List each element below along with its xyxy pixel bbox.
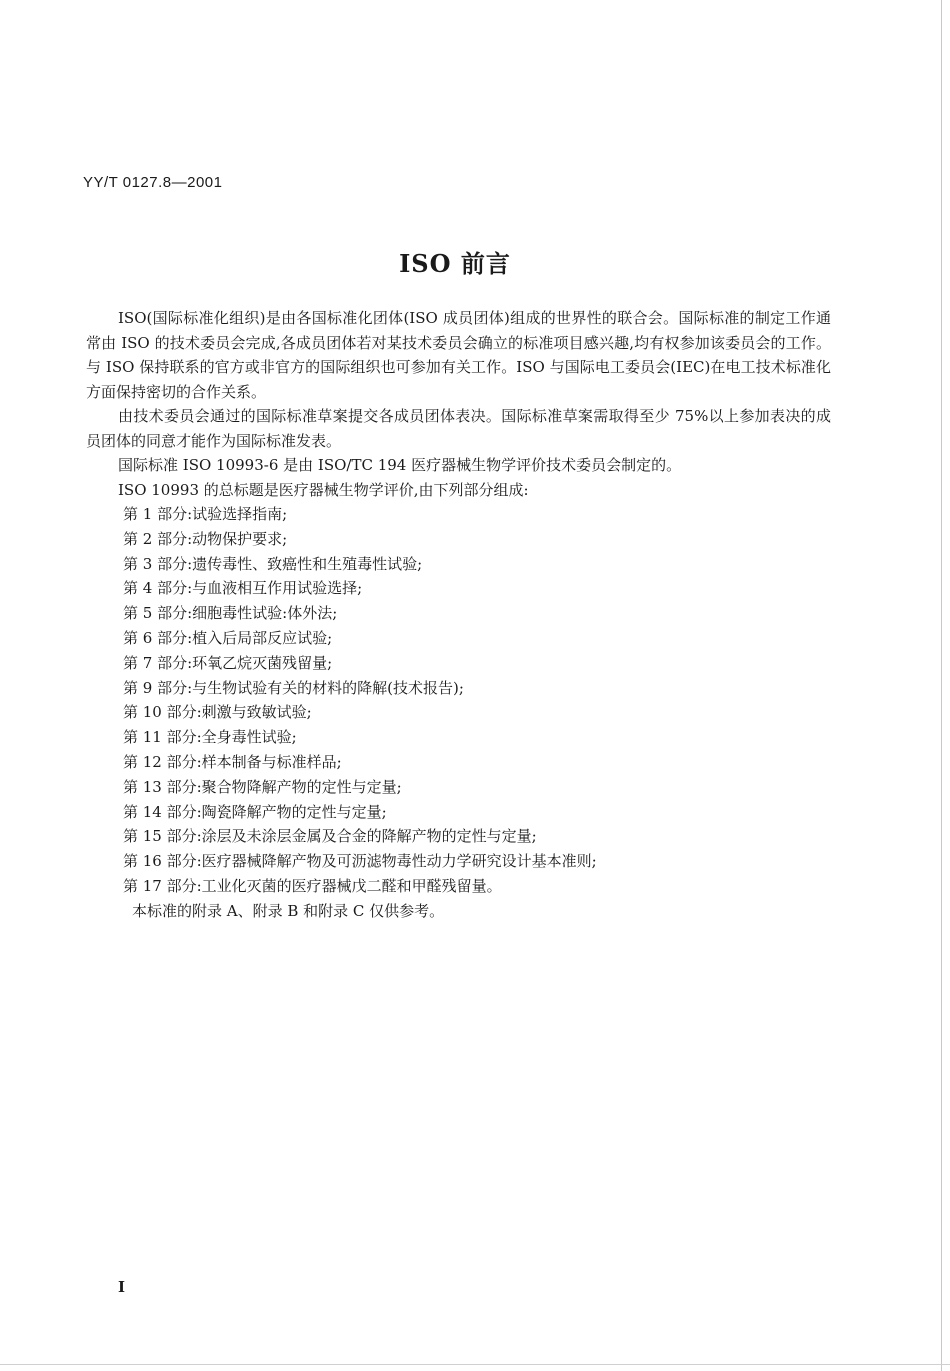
paragraph-tc194: 国际标准 ISO 10993-6 是由 ISO/TC 194 医疗器械生物学评价技术委员会制定的。	[118, 456, 682, 474]
document-body	[86, 306, 831, 923]
list-item: 第 7 部分:环氧乙烷灭菌残留量;	[123, 653, 333, 672]
list-item: 第 6 部分:植入后局部反应试验;	[123, 628, 333, 647]
scan-bottom-line	[0, 1364, 950, 1365]
page-title: ISO 前言	[399, 249, 511, 278]
paragraph-voting: 由技术委员会通过的国际标准草案提交各成员团体表决。国际标准草案需取得至少 75%以上参加表决的成员团体的同意才能作为国际标准发表。	[86, 407, 831, 450]
list-item: 第 16 部分:医疗器械降解产物及可沥滤物毒性动力学研究设计基本准则;	[123, 852, 597, 871]
list-item: 第 2 部分:动物保护要求;	[123, 529, 288, 548]
list-item: 第 15 部分:涂层及未涂层金属及合金的降解产物的定性与定量;	[123, 827, 537, 846]
list-item: 第 10 部分:刺激与致敏试验;	[123, 703, 312, 722]
list-item: 第 3 部分:遗传毒性、致癌性和生殖毒性试验;	[123, 554, 423, 573]
parts-list	[86, 502, 831, 899]
paragraph-series-title: ISO 10993 的总标题是医疗器械生物学评价,由下列部分组成:	[118, 480, 529, 499]
list-item: 第 5 部分:细胞毒性试验:体外法;	[123, 604, 338, 623]
list-item: 第 13 部分:聚合物降解产物的定性与定量;	[123, 777, 402, 796]
list-item: 第 17 部分:工业化灭菌的医疗器械戊二醛和甲醛残留量。	[123, 876, 502, 895]
list-item: 第 11 部分:全身毒性试验;	[123, 728, 297, 747]
list-item: 第 4 部分:与血液相互作用试验选择;	[123, 579, 363, 598]
scan-edge-line	[941, 0, 942, 1371]
appendix-note: 本标准的附录 A、附录 B 和附录 C 仅供参考。	[132, 901, 445, 920]
list-item: 第 12 部分:样本制备与标准样品;	[123, 752, 342, 771]
paragraph-iso-intro: ISO(国际标准化组织)是由各国标准化团体(ISO 成员团体)组成的世界性的联合会。国际标准的制定工作通常由 ISO 的技术委员会完成,各成员团体若对某技术委员会确立的标准项目感兴趣,均有权参加该委员会的工作。与 ISO 保持联系的官方或非官方的国际组织也可参加有关工作。ISO 与国际电工委员会(IEC)在电工技术标准化方面保持密切的合作关系。	[86, 309, 831, 401]
list-item: 第 9 部分:与生物试验有关的材料的降解(技术报告);	[123, 678, 464, 697]
page-number: I	[118, 1278, 126, 1296]
standard-code: YY/T 0127.8—2001	[83, 174, 223, 191]
list-item: 第 14 部分:陶瓷降解产物的定性与定量;	[123, 802, 387, 821]
list-item: 第 1 部分:试验选择指南;	[123, 505, 288, 523]
